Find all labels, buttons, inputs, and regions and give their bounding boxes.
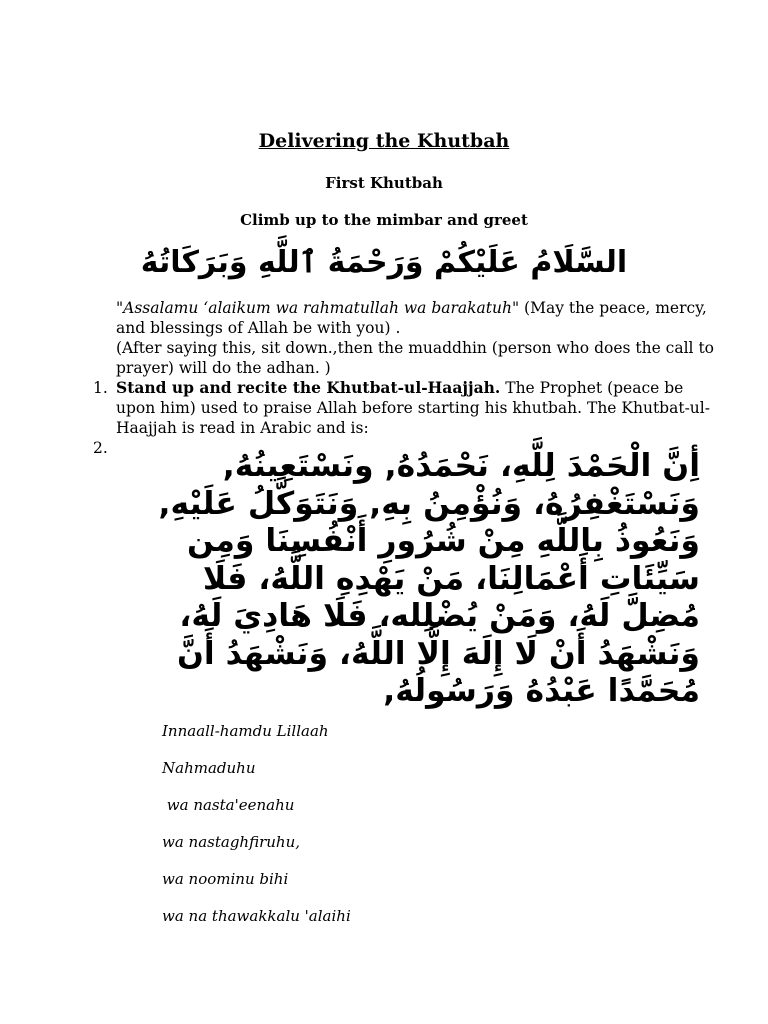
- instruction-heading: Climb up to the mimbar and greet: [240, 211, 528, 229]
- greeting-transliteration: Assalamu ‘alaikum wa rahmatullah wa barakatuh: [123, 299, 512, 317]
- transliteration-line: wa na thawakkalu 'alaihi: [162, 907, 351, 925]
- arabic-line: مُضِلَّ لَهُ، وَمَنْ يُضْلِله، فَلَا هَادِيَ لَهُ،: [179, 598, 700, 634]
- khutbat-ul-haajjah-arabic: [110, 448, 700, 711]
- transliteration-line: Nahmaduhu: [162, 759, 256, 777]
- arabic-greeting: السَّلَامُ عَلَيْكُمْ وَرَحْمَةُ ٱللَّهِ وَبَرَكَاتُهُ: [140, 245, 628, 280]
- adhan-note: (After saying this, sit down.,then the muaddhin (person who does the call to prayer) will do the adhan. ): [116, 339, 715, 377]
- arabic-line: سَيِّئَاتِ أَعْمَالِنَا، مَنْ يَهْدِهِ اللَّهُ، فَلَا: [202, 560, 700, 597]
- transliteration-line: Innaall-hamdu Lillaah: [162, 722, 329, 740]
- transliteration-line: wa noominu bihi: [162, 870, 289, 888]
- arabic-line: وَنَسْتَغْفِرُهُ، وَنُؤْمِنُ بِهِ, وَنَتَوَكَّلُ عَلَيْهِ,: [158, 485, 700, 522]
- list-item-text: [116, 378, 716, 438]
- arabic-line: أِنَّ الْحَمْدَ لِلَّهِ، نَحْمَدُهُ, ونَسْتَعِينُهُ,: [222, 448, 700, 484]
- arabic-line: مُحَمَّدًا عَبْدُهُ وَرَسُولُهُ,: [383, 673, 700, 709]
- arabic-line: وَنَعُوذُ بِاللَّهِ مِنْ شُرُورِ أَنْفُسِنَا وَمِن: [187, 523, 700, 559]
- list-item-body: The Prophet (peace be upon him) used to praise Allah before starting his khutbah. The Khutbat-ul-Haajjah is read in Arabic and is:: [116, 379, 710, 437]
- arabic-line: وَنَشْهَدُ أَنْ لَا إِلَهَ إِلَّا اللَّهُ، وَنَشْهَدُ أَنَّ: [176, 635, 700, 672]
- list-number: 1.: [93, 379, 108, 397]
- transliteration-line: wa nasta'eenahu: [162, 796, 295, 814]
- document-title: Delivering the Khutbah: [258, 130, 510, 152]
- section-heading: First Khutbah: [325, 174, 443, 192]
- quote-mark: ": [116, 299, 124, 317]
- list-number: 2.: [93, 439, 108, 457]
- greeting-translation: " (May the peace, mercy, and blessings of Allah be with you) .: [116, 299, 707, 337]
- list-item-bold: Stand up and recite the Khutbat-ul-Haajjah.: [116, 378, 501, 397]
- transliteration-line: wa nastaghfiruhu,: [162, 833, 301, 851]
- greeting-paragraph: [116, 298, 716, 378]
